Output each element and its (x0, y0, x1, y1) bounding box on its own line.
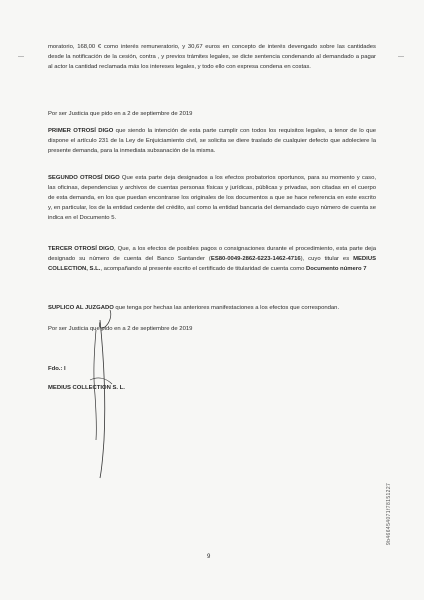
primer-otrosi-heading: PRIMER OTROSÍ DIGO (48, 128, 114, 134)
signed-by-label: Fdo.: I (48, 366, 66, 372)
paragraph-tercer-otrosi: TERCER OTROSÍ DIGO, Que, a los efectos de posibles pagos o consignaciones durante el procedimiento, esta parte deja designado su número de cuenta del Banco Santander (ES80-0049-2862-6223-1462-4716), cuyo titular es MEDIUS COLLECTION, S.L., acompañando al presente escrito el certificado de titularidad de cuenta como Documento número 7 (48, 246, 377, 272)
signatory-company: MEDIUS COLLECTION S. L. (48, 385, 125, 391)
date-line-2: Por ser Justicia que pido en a 2 de septiembre de 2019 (48, 326, 193, 332)
segundo-otrosi-heading: SEGUNDO OTROSÍ DIGO (48, 175, 120, 181)
paragraph-petition: moratorio, 168,00 € como interés remuneratorio, y 30,67 euros en concepto de interés devengado sobre las cantidades desde la notificación de la cesión, contra , y previos trámites legales, se dicte sentencia condenando al demandado a pagar al actor la cantidad reclamada más los intereses legales, y todo ello con expresa condena en costas. (48, 44, 376, 70)
company-name: MEDIUS COLLECTION, S.L. (48, 255, 377, 272)
date-line-1: Por ser Justicia que pido en a 2 de septiembre de 2019 (48, 111, 193, 117)
paragraph-segundo-otrosi: SEGUNDO OTROSÍ DIGO Que esta parte deja designados a los efectos probatorios oportunos, para su momento y caso, las oficinas, dependencias y archivos de cuentas personas físicas y jurídicas, públicas y privadas, son citadas en el cuerpo de esta demanda, en los que puedan encontrarse los originales de los documentos a que se hace referencia en este escrito y, en particular, los de la entidad cedente del crédito, así como la entidad bancaria del demandado cuyo número de cuenta se indica en el Documento 5. (48, 175, 376, 221)
paragraph-suplico: SUPLICO AL JUZGADO que tenga por hechas las anteriores manifestaciones a los efectos que correspondan. (48, 305, 340, 311)
paragraph-primer-otrosi: PRIMER OTROSÍ DIGO que siendo la intención de esta parte cumplir con todos los requisitos legales, a tenor de lo que dispone el artículo 231 de la Ley de Enjuiciamiento civil, se solicita se diere traslado de cualquier defecto que adoleciere la presente demanda, para la inmediata subsanación de la misma. (48, 128, 377, 154)
suplico-heading: SUPLICO AL JUZGADO (48, 305, 114, 311)
bank-account-number: ES80-0049-2862-6223-1462-4716 (210, 255, 301, 262)
margin-mark (18, 56, 24, 57)
page-number: 9 (207, 554, 211, 560)
document-reference: Documento número 7 (306, 265, 367, 272)
tercer-otrosi-heading: TERCER OTROSÍ DIGO (48, 246, 114, 252)
document-side-code: 9b466454071f78151227 (386, 482, 392, 545)
margin-mark (398, 56, 404, 57)
